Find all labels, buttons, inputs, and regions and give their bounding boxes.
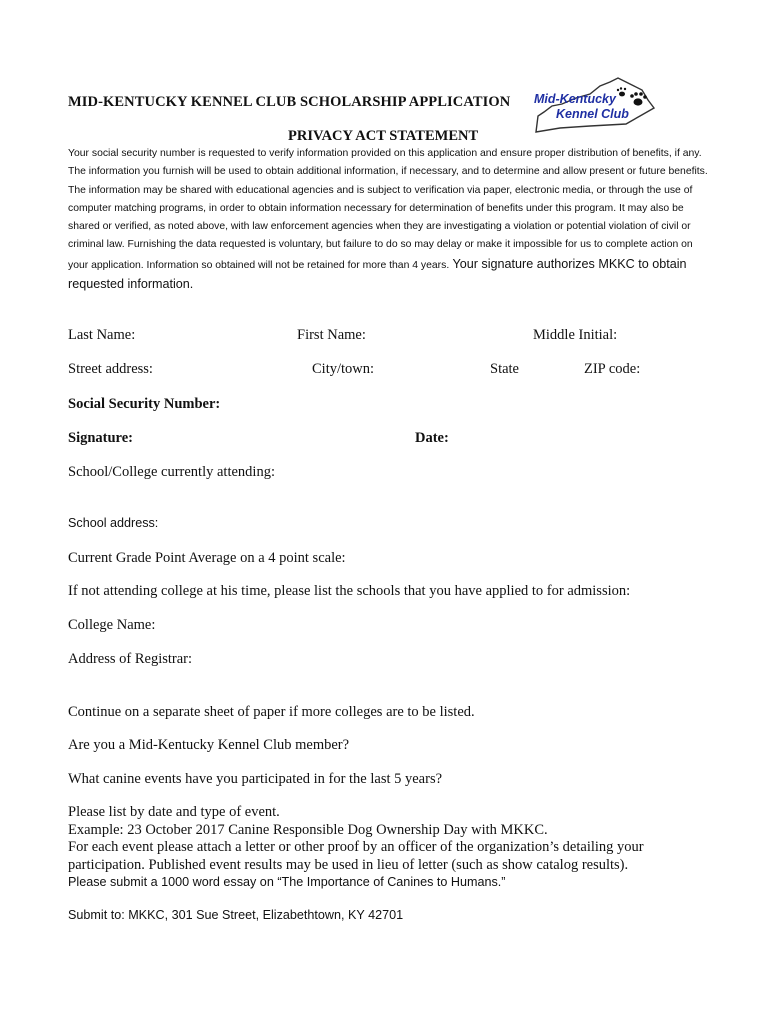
privacy-text: Your social security number is requested to verify information provided on this application and ensure proper distribution of benefits, if any. The information you furnish will be used to obtain additional information, if necessary, and to determine and allow present or future benefits. The information may be shared with educational agencies and is subject to verification via paper, electronic media, or through the use of computer matching programs, in order to obtain information necessary for determination of benefits under this program. It may also be shared or verified, as noted above, with law enforcement agencies when they are investigating a violation or potential violation of civil or criminal law. Furnishing the data requested is voluntary, but failure to do so may delay or make it impossible for us to complete action on your application. Information so obtained will not be retained for more than 4 years.: [68, 148, 708, 271]
ssn-label: Social Security Number:: [68, 396, 221, 412]
essay-instruction: Please submit a 1000 word essay on “The Importance of Canines to Humans.”: [68, 875, 506, 889]
privacy-heading: PRIVACY ACT STATEMENT: [288, 128, 479, 144]
instructions-attach: For each event please attach a letter or other proof by an officer of the organization’s detailing your participation. Published event results may be used in lieu of letter (such as show catalog results).: [68, 839, 644, 873]
middle-initial-label: Middle Initial:: [533, 327, 618, 343]
logo-text-line2: Kennel Club: [556, 107, 629, 121]
club-logo: [530, 76, 660, 136]
instructions-example: Example: 23 October 2017 Canine Responsible Dog Ownership Day with MKKC.: [68, 821, 548, 838]
college-name-label: College Name:: [68, 617, 156, 633]
events-question: What canine events have you participated in for the last 5 years?: [68, 771, 443, 787]
city-label: City/town:: [312, 361, 375, 377]
privacy-statement: [68, 145, 708, 295]
last-name-label: Last Name:: [68, 327, 136, 343]
date-label: Date:: [415, 430, 449, 446]
kentucky-outline-icon: [530, 76, 660, 136]
member-question: Are you a Mid-Kentucky Kennel Club member?: [68, 737, 350, 753]
continue-note: Continue on a separate sheet of paper if more colleges are to be listed.: [68, 704, 475, 720]
privacy-text-tail: Your signature authorizes MKKC to obtain requested information.: [68, 256, 687, 292]
registrar-address-label: Address of Registrar:: [68, 651, 193, 667]
first-name-label: First Name:: [297, 327, 366, 343]
applied-schools-label: If not attending college at his time, please list the schools that you have applied to for admission:: [68, 583, 631, 599]
street-address-label: Street address:: [68, 361, 153, 377]
state-label: State: [490, 361, 519, 377]
logo-text-line1: Mid-Kentucky: [534, 92, 616, 106]
submit-address: Submit to: MKKC, 301 Sue Street, Elizabethtown, KY 42701: [68, 908, 404, 922]
form-title: MID-KENTUCKY KENNEL CLUB SCHOLARSHIP APPLICATION: [68, 94, 511, 110]
instructions-block: [68, 804, 708, 892]
school-address-label: School address:: [68, 516, 159, 530]
current-school-label: School/College currently attending:: [68, 464, 275, 480]
signature-label: Signature:: [68, 430, 133, 446]
gpa-label: Current Grade Point Average on a 4 point scale:: [68, 550, 346, 566]
zip-code-label: ZIP code:: [584, 361, 641, 377]
instructions-line-1: Please list by date and type of event.: [68, 804, 280, 820]
